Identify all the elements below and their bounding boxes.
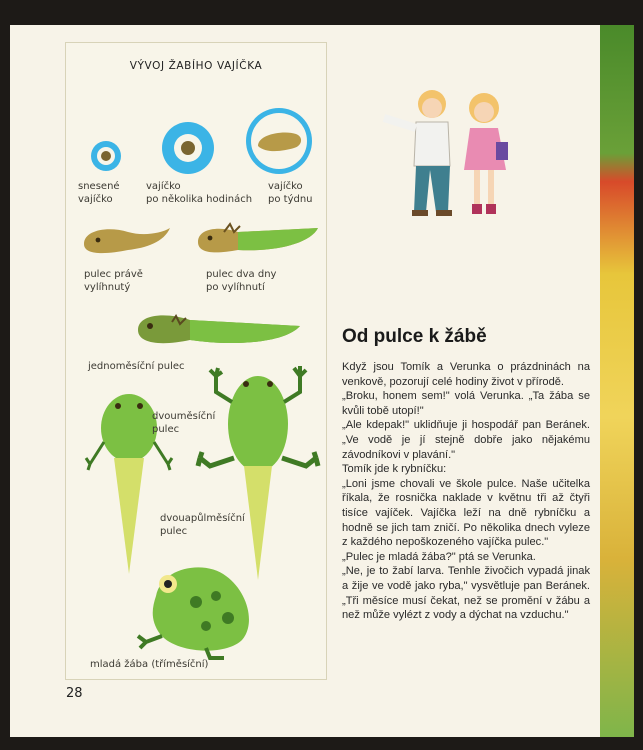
page-number: 28 [66,686,83,701]
stage-label-newly-hatched: pulec právě vylíhnutý [84,269,143,293]
tadpole-icon [80,220,172,260]
story-paragraph: „Loni jsme chovali ve škole pulce. Naše učitelka říkala, že rosnička naklade v květnu tři až čtyři tisíce vajíček. Vajíčka leží na dně rybníčku a hodně se jich tam zničí. Po několika dnech vyleze z každého nepoškozeného vajíčka pulec." [342,477,590,549]
next-page-edge [600,25,634,737]
egg-icon [88,138,124,174]
stage-label-egg-hours: vajíčko po několika hodinách [146,181,253,205]
story-text [342,360,590,623]
stage-label-laid-egg: snesené vajíčko [78,181,120,205]
stage-label-young-frog: mladá žába (tříměsíční) [90,659,209,670]
story-paragraph: „Ale kdepak!" uklidňuje ji hospodář pan Beránek. „Ve vodě je jí stejně dobře jako nějakému závodníkovi v plavání." [342,419,590,461]
children-illustration [380,86,520,226]
stage-label-one-month: jednoměsíční pulec [88,361,185,372]
frog-icon [136,556,264,660]
stage-label-two-months: dvouměsíční pulec [152,411,216,435]
egg-icon [244,106,314,176]
egg-icon [160,120,216,176]
stage-label-two-days: pulec dva dny po vylíhnutí [206,269,277,293]
story-paragraph: Když jsou Tomík a Verunka o prázdninách na venkově, pozorují celé hodiny život v přírodě. [342,361,590,388]
panel-title: VÝVOJ ŽABÍHO VAJÍČKA [129,60,263,72]
story-paragraph: „Ne, je to žabí larva. Tenhle živočich vypadá jinak a žije ve vodě jako ryba," vysvětluje pan Beránek. „Tři měsíce musí čekat, než se promění v žábu a než může vylézt z vody a dýchat na vzduchu." [342,565,590,622]
story-paragraph: Tomík jde k rybníčku: [342,463,447,476]
frog-icon [196,362,320,584]
story-paragraph: „Broku, honem sem!" volá Verunka. „Ta žába se kvůli tobě utopí!" [342,390,590,417]
tadpole-icon [134,306,304,352]
stage-label-two-and-half-months: dvouapůlměsíční pulec [160,513,245,537]
story-paragraph: „Pulec je mladá žába?" ptá se Verunka. [342,550,536,563]
story-title: Od pulce k žábě [342,326,487,347]
stage-label-egg-week: vajíčko po týdnu [268,181,313,205]
tadpole-icon [194,218,322,260]
